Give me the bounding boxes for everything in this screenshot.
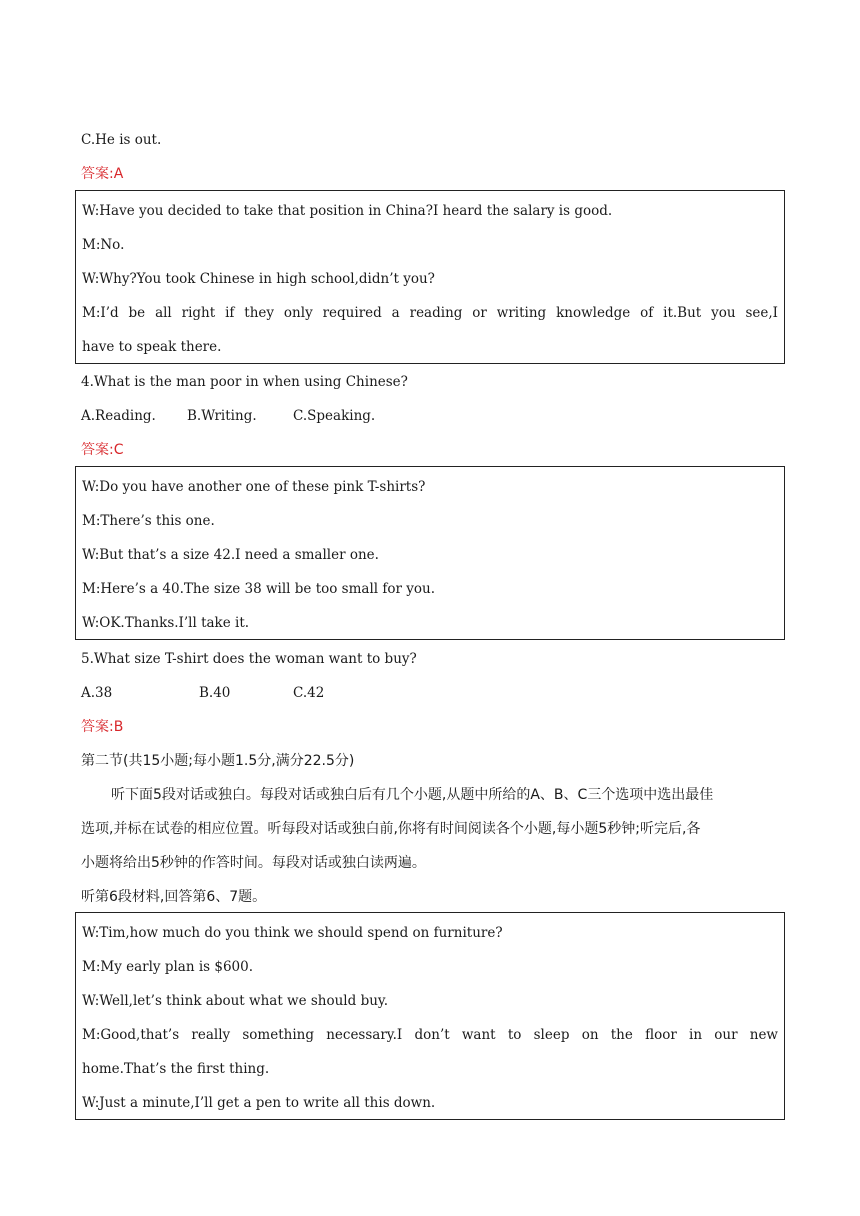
dialog-line: have to speak there.: [82, 339, 222, 355]
instruction-line: 选项,并标在试卷的相应位置。听每段对话或独白前,你将有时间阅读各个小题,每小题5秒钟;听完后,各: [81, 821, 701, 837]
option-b: B.Writing.: [187, 408, 257, 424]
dialog-line: M:Here’s a 40.The size 38 will be too small for you.: [82, 581, 435, 597]
dialog-line: M:Good,that’s really something necessary.I don’t want to sleep on the floor in our new: [82, 1027, 778, 1043]
dialog-box-4: [75, 466, 785, 640]
question-5: 5.What size T-shirt does the woman want to buy?: [81, 651, 417, 667]
material-note: 听第6段材料,回答第6、7题。: [81, 889, 267, 905]
option-c-line: C.He is out.: [81, 132, 162, 148]
dialog-line: W:Have you decided to take that position in China?I heard the salary is good.: [82, 203, 613, 219]
dialog-box-6: [75, 912, 785, 1120]
dialog-line: M:My early plan is $600.: [82, 959, 254, 975]
dialog-line: W:Well,let’s think about what we should buy.: [82, 993, 389, 1009]
instruction-line: 听下面5段对话或独白。每段对话或独白后有几个小题,从题中所给的A、B、C三个选项中选出最佳: [111, 787, 714, 803]
dialog-line: W:Tim,how much do you think we should spend on furniture?: [82, 925, 503, 941]
dialog-line: M:There’s this one.: [82, 513, 215, 529]
instruction-line: 小题将给出5秒钟的作答时间。每段对话或独白读两遍。: [81, 855, 426, 871]
dialog-line: W:Why?You took Chinese in high school,didn’t you?: [82, 271, 435, 287]
dialog-line: home.That’s the first thing.: [82, 1061, 270, 1077]
dialog-line: W:Just a minute,I’ll get a pen to write all this down.: [82, 1095, 436, 1111]
question-4-options: [81, 406, 375, 426]
dialog-line: W:OK.Thanks.I’ll take it.: [82, 615, 250, 631]
option-c: C.42: [293, 685, 325, 701]
answer-label: 答案:C: [81, 442, 124, 458]
question-4: 4.What is the man poor in when using Chinese?: [81, 374, 408, 390]
option-b: B.40: [199, 685, 231, 701]
dialog-line: W:Do you have another one of these pink T-shirts?: [82, 479, 426, 495]
dialog-line: W:But that’s a size 42.I need a smaller one.: [82, 547, 379, 563]
dialog-line: M:No.: [82, 237, 125, 253]
section-heading: 第二节(共15小题;每小题1.5分,满分22.5分): [81, 753, 355, 769]
answer-label: 答案:B: [81, 719, 124, 735]
option-c: C.Speaking.: [293, 408, 376, 424]
answer-label: 答案:A: [81, 166, 124, 182]
question-5-options: [81, 683, 324, 703]
option-a: A.38: [81, 685, 113, 701]
dialog-line: M:I’d be all right if they only required a reading or writing knowledge of it.But you see,I: [82, 305, 778, 321]
dialog-box-3: [75, 190, 785, 364]
option-a: A.Reading.: [81, 408, 156, 424]
